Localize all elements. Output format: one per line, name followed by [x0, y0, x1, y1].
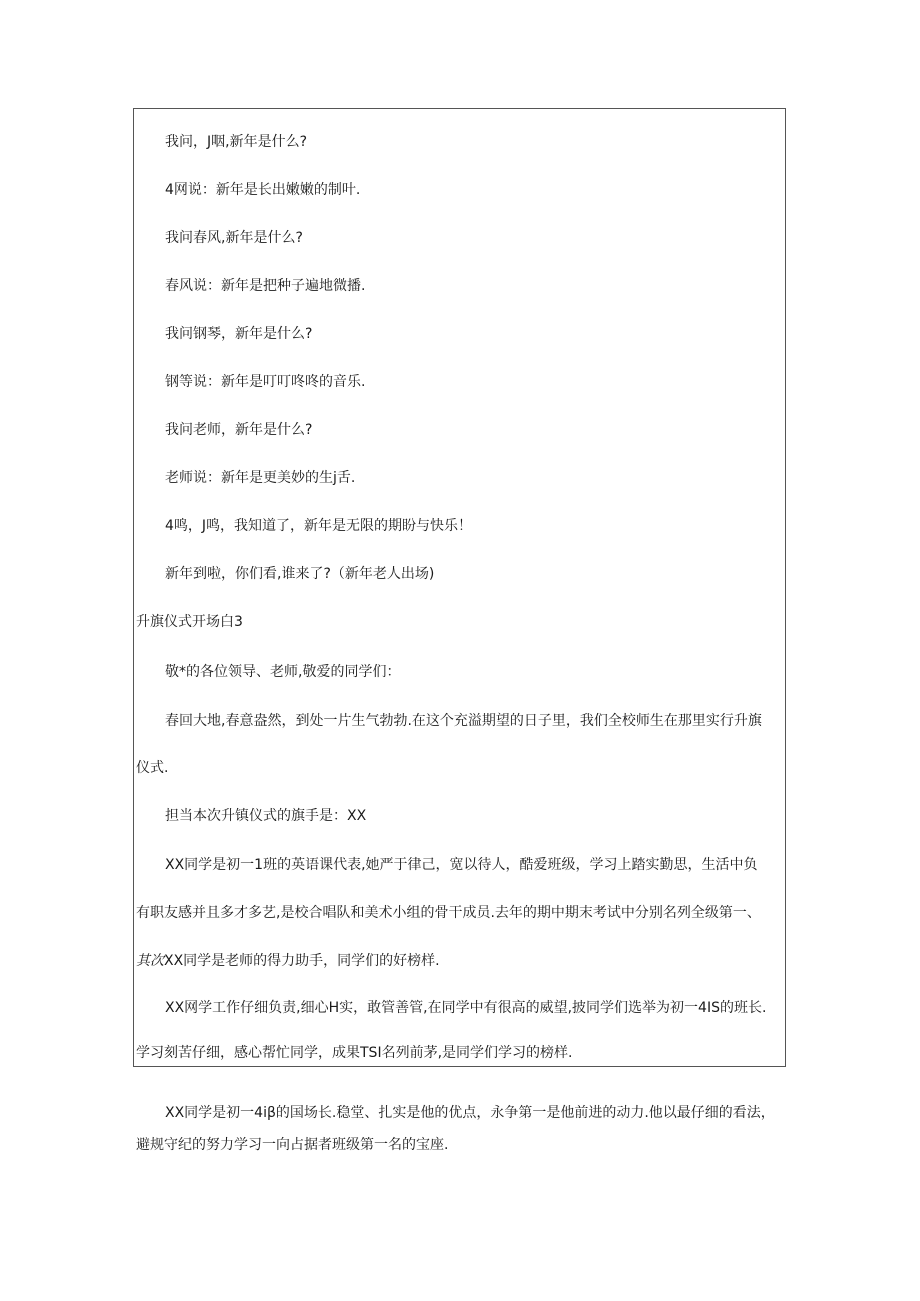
dialogue-line-10: 新年到啦，你们看,谁来了?（新年老人出场)	[165, 566, 435, 582]
paragraph-1-line-3-rest: XX同学是老师的得力助手，同学们的好榜样.	[164, 953, 440, 969]
paragraph-1-line-3-italic: 其次	[136, 953, 164, 969]
paragraph-1-line-1: XX同学是初一1班的英语课代表,她严于律己，宽以待人，酷爱班级，学习上踏实勤思，生活中负	[165, 857, 758, 873]
speech-intro-line-2: 仪式.	[136, 760, 169, 776]
speech-intro-line-1: 春回大地,春意盎然，到处一片生气勃勃.在这个充溢期望的日子里，我们全校师生在那里实行升旗	[165, 713, 762, 729]
paragraph-2-line-2: 学习刻苦仔细，感心帮忙同学，成果TSI名列前茅,是同学们学习的榜样.	[136, 1045, 573, 1061]
paragraph-1-line-3	[136, 951, 440, 971]
section-title: 升旗仪式开场白3	[136, 614, 243, 630]
content-box	[133, 108, 786, 1067]
dialogue-line-6: 钢等说：新年是叮叮咚咚的音乐.	[165, 374, 366, 390]
dialogue-line-2: 4网说：新年是长出嫩嫩的制叶.	[165, 182, 361, 198]
outside-paragraph-line-2: 避规守纪的努力学习一向占据者班级第一名的宝座.	[136, 1137, 449, 1153]
dialogue-line-7: 我问老师，新年是什么?	[165, 422, 313, 438]
dialogue-line-8: 老师说：新年是更美妙的生j舌.	[165, 470, 356, 486]
dialogue-line-4: 春风说：新年是把种子遍地微播.	[165, 278, 366, 294]
flag-bearer-line: 担当本次升镇仪式的旗手是：XX	[165, 808, 367, 824]
outside-paragraph-line-1: XX同学是初一4iβ的国场长.稳堂、扎实是他的优点，永争第一是他前进的动力.他以最仔细的看法，	[165, 1105, 775, 1121]
paragraph-1-line-2: 有职友感并且多才多艺,是校合唱队和美术小组的骨干成员.去年的期中期末考试中分别名列全级第一、	[136, 905, 761, 921]
dialogue-line-1: 我问，J咽,新年是什么?	[165, 134, 308, 150]
speech-greeting: 敬*的各位领导、老师,敬爱的同学们：	[165, 664, 401, 680]
paragraph-2-line-1: XX网学工作仔细负责,细心H实，敢管善管,在同学中有很高的威望,披同学们选举为初一4IS的班长.	[165, 1000, 767, 1016]
dialogue-line-3: 我问春风,新年是什么?	[165, 230, 303, 246]
dialogue-line-9: 4鸣，J鸣，我知道了，新年是无限的期盼与快乐！	[165, 518, 473, 534]
dialogue-line-5: 我问钢琴，新年是什么?	[165, 326, 313, 342]
